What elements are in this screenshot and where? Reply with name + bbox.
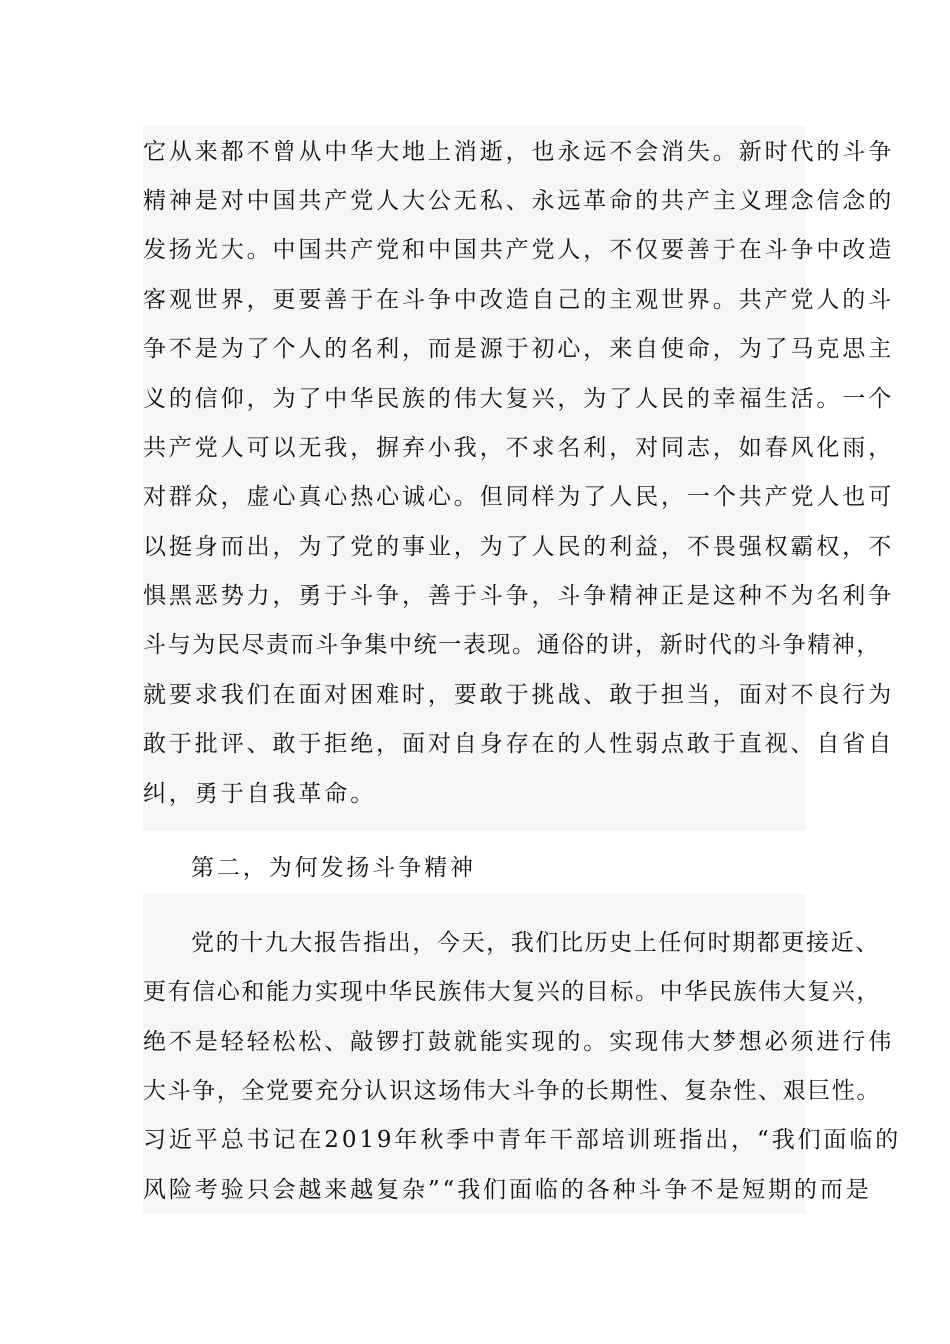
- paragraph-line: 发扬光大。中国共产党和中国共产党人，不仅要善于在斗争中改造: [143, 237, 895, 263]
- paragraph-line: 敢于批评、敢于拒绝，面对自身存在的人性弱点敢于直视、自省自: [143, 731, 895, 757]
- paragraph-line: 它从来都不曾从中华大地上消逝，也永远不会消失。新时代的斗争: [143, 139, 895, 165]
- paragraph-line: 斗与为民尽责而斗争集中统一表现。通俗的讲，新时代的斗争精神，: [143, 632, 881, 658]
- paragraph-line: 风险考验只会越来越复杂”“我们面临的各种斗争不是短期的而是: [143, 1177, 872, 1203]
- paragraph-line: 习近平总书记在2019年秋季中青年干部培训班指出，“我们面临的: [143, 1127, 902, 1153]
- paragraph-highlight-1: [143, 126, 806, 831]
- paragraph-line: 大斗争，全党要充分认识这场伟大斗争的长期性、复杂性、艰巨性。: [143, 1078, 881, 1104]
- paragraph-line: 对群众，虚心真心热心诚心。但同样为了人民，一个共产党人也可: [143, 484, 895, 510]
- paragraph-line: 党的十九大报告指出，今天，我们比历史上任何时期都更接近、: [191, 930, 880, 956]
- paragraph-line: 就要求我们在面对困难时，要敢于挑战、敢于担当，面对不良行为: [143, 682, 895, 708]
- paragraph-line: 共产党人可以无我，摒弃小我，不求名利，对同志，如春风化雨，: [143, 435, 895, 461]
- paragraph-line: 争不是为了个人的名利，而是源于初心，来自使命，为了马克思主: [143, 336, 895, 362]
- paragraph-line: 更有信心和能力实现中华民族伟大复兴的目标。中华民族伟大复兴，: [143, 979, 881, 1005]
- section-heading: 第二，为何发扬斗争精神: [191, 855, 476, 881]
- paragraph-line: 惧黑恶势力，勇于斗争，善于斗争，斗争精神正是这种不为名利争: [143, 583, 895, 609]
- paragraph-line: 客观世界，更要善于在斗争中改造自己的主观世界。共产党人的斗: [143, 287, 895, 313]
- paragraph-line: 纠，勇于自我革命。: [143, 781, 377, 807]
- paragraph-line: 以挺身而出，为了党的事业，为了人民的利益，不畏强权霸权，不: [143, 534, 895, 560]
- paragraph-line: 绝不是轻轻松松、敲锣打鼓就能实现的。实现伟大梦想必须进行伟: [143, 1029, 895, 1055]
- paragraph-line: 精神是对中国共产党人大公无私、永远革命的共产主义理念信念的: [143, 188, 895, 214]
- paragraph-line: 义的信仰，为了中华民族的伟大复兴，为了人民的幸福生活。一个: [143, 386, 895, 412]
